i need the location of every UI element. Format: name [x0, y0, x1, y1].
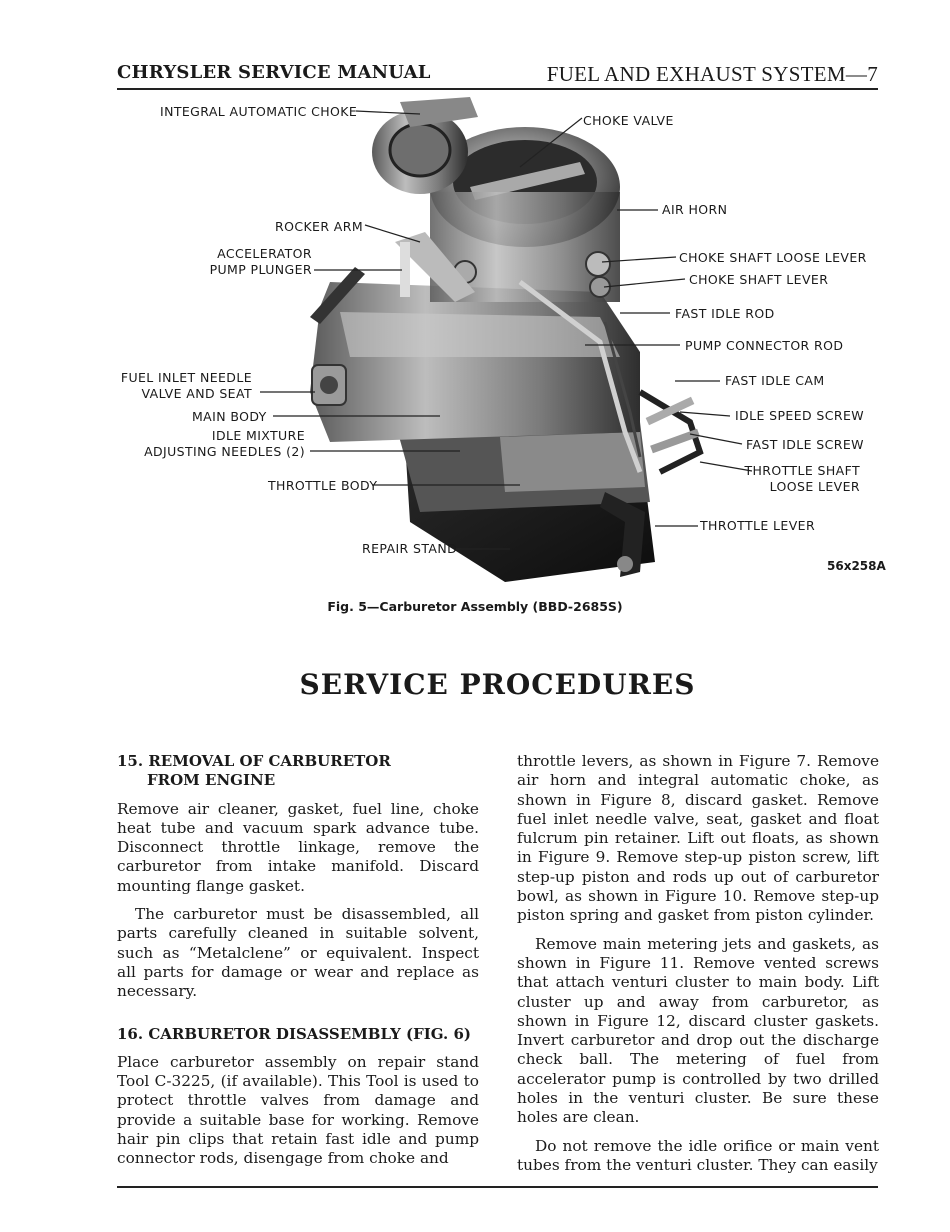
- label-fuel-inlet-needle: [100, 370, 252, 402]
- figure-caption: Fig. 5—Carburetor Assembly (BBD-2685S): [327, 599, 623, 614]
- label-choke-valve: CHOKE VALVE: [583, 113, 674, 128]
- left-column: [117, 752, 479, 1178]
- label-pump-plunger: PUMP PLUNGER: [209, 262, 312, 277]
- right-column: [517, 752, 879, 1184]
- label-integral-automatic-choke: INTEGRAL AUTOMATIC CHOKE: [160, 104, 358, 119]
- label-fast-idle-cam: FAST IDLE CAM: [725, 373, 825, 388]
- footer-rule: [117, 1186, 878, 1188]
- label-rocker-arm: ROCKER ARM: [275, 219, 364, 234]
- heading-15: [117, 752, 479, 791]
- label-throttle-shaft-line1: THROTTLE SHAFT: [744, 463, 860, 478]
- heading-16: 16. CARBURETOR DISASSEMBLY (FIG. 6): [117, 1024, 472, 1043]
- label-choke-shaft-loose-lever: CHOKE SHAFT LOOSE LEVER: [679, 250, 867, 265]
- label-throttle-shaft-loose-lever: [740, 463, 860, 495]
- label-fast-idle-rod: FAST IDLE ROD: [675, 306, 775, 321]
- label-choke-shaft-lever: CHOKE SHAFT LEVER: [689, 272, 829, 287]
- label-fuel-inlet-line1: FUEL INLET NEEDLE: [120, 370, 252, 385]
- figure-code: 56x258A: [827, 559, 886, 573]
- page-header-left: CHRYSLER SERVICE MANUAL: [117, 62, 431, 83]
- paragraph-disassembly-note: The carburetor must be disassembled, all parts carefully cleaned in suitable solvent, such as “Metalclene” or equivalent. Inspect all parts for damage or wear and replace as necessary.: [117, 905, 479, 1001]
- paragraph-disassembly: Place carburetor assembly on repair stand Tool C-3225, (if available). This Tool is used to protect throttle valves from damage and provide a suitable base for working. Remove hair pin clips that retain fast idle and pump connector rods, disengage from choke and: [117, 1052, 479, 1168]
- section-title: SERVICE PROCEDURES: [299, 668, 696, 701]
- label-fuel-inlet-line2: VALVE AND SEAT: [141, 386, 252, 401]
- label-air-horn: AIR HORN: [662, 202, 728, 217]
- label-idle-mixture-line1: IDLE MIXTURE: [211, 428, 305, 443]
- label-accelerator-pump-plunger: [180, 246, 312, 278]
- label-idle-speed-screw: IDLE SPEED SCREW: [735, 408, 865, 423]
- label-pump-connector-rod: PUMP CONNECTOR ROD: [685, 338, 844, 353]
- label-idle-mixture-needles: [120, 428, 305, 460]
- label-throttle-body: THROTTLE BODY: [268, 478, 378, 493]
- label-idle-mixture-line2: ADJUSTING NEEDLES (2): [144, 444, 305, 459]
- label-repair-stand: REPAIR STAND: [362, 541, 458, 556]
- carburetor-figure: [0, 92, 950, 622]
- label-throttle-lever: THROTTLE LEVER: [700, 518, 816, 533]
- paragraph-idle-orifice: Do not remove the idle orifice or main vent tubes from the venturi cluster. They can easily: [517, 1136, 879, 1174]
- paragraph-continue: throttle levers, as shown in Figure 7. Remove air horn and integral automatic choke, as shown in Figure 8, discard gasket. Remove fuel inlet needle valve, seat, gasket and float fulcrum pin retainer. Lift out floats, as shown in Figure 9. Remove step-up piston screw, lift step-up piston and rods up out of carburetor bowl, as shown in Figure 10. Remove step-up piston spring and gasket from piston cylinder.: [517, 752, 879, 925]
- header-rule: [117, 88, 878, 90]
- heading-15-line1: 15. REMOVAL OF CARBURETOR: [117, 752, 391, 770]
- label-main-body: MAIN BODY: [192, 409, 267, 424]
- page-header-right: FUEL AND EXHAUST SYSTEM—7: [546, 62, 878, 86]
- paragraph-removal: Remove air cleaner, gasket, fuel line, choke heat tube and vacuum spark advance tube. Disconnect throttle linkage, remove the carburetor from intake manifold. Discard mounting flange gasket.: [117, 799, 479, 895]
- label-throttle-shaft-line2: LOOSE LEVER: [769, 479, 860, 494]
- label-fast-idle-screw: FAST IDLE SCREW: [746, 437, 864, 452]
- heading-15-line2: FROM ENGINE: [147, 771, 276, 790]
- paragraph-metering-jets: Remove main metering jets and gaskets, as shown in Figure 11. Remove vented screws that attach venturi cluster to main body. Lift cluster up and away from carburetor, as shown in Figure 12, discard cluster gaskets. Invert carburetor and drop out the discharge check ball. The metering of fuel from accelerator pump is controlled by two drilled holes in the venturi cluster. Be sure these holes are clean.: [517, 934, 879, 1127]
- label-accelerator: ACCELERATOR: [217, 246, 312, 261]
